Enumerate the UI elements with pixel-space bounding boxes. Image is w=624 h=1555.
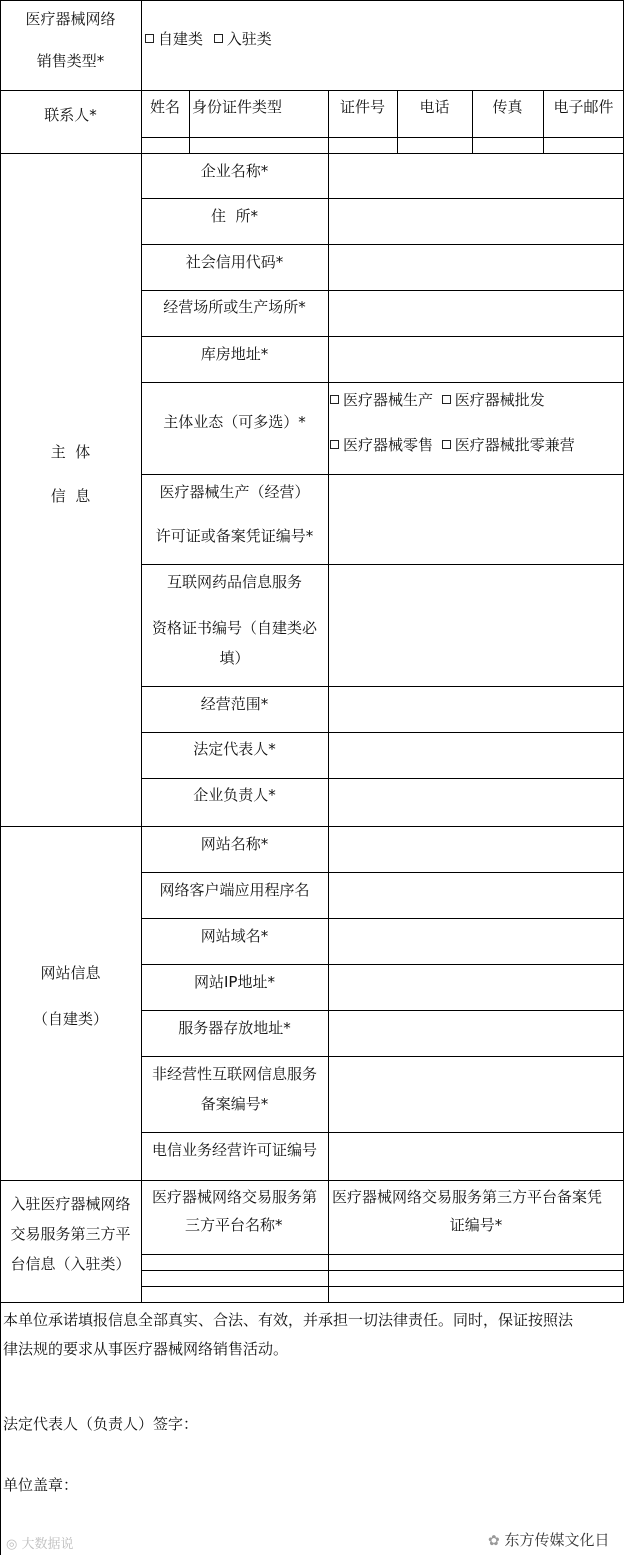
license-label-line1: 医疗器械生产（经营） <box>159 483 310 501</box>
domain-field[interactable] <box>330 920 622 963</box>
icp-label-line2: 备案编号* <box>200 1095 269 1113</box>
domain-label: 网站域名* <box>200 927 269 945</box>
checkbox-wholesale-retail[interactable] <box>442 440 451 449</box>
checkbox-settled[interactable] <box>214 34 223 43</box>
checkbox-retail[interactable] <box>330 440 339 449</box>
site-name-field[interactable] <box>330 828 622 871</box>
server-addr-label: 服务器存放地址* <box>178 1019 291 1037</box>
watermark-right-text: 东方传媒文化日 <box>504 1531 610 1549</box>
business-type-options-row1 <box>330 389 545 411</box>
platform-name-field-3[interactable] <box>142 1287 327 1301</box>
platform-name-header-line1: 医疗器械网络交易服务第 <box>151 1188 317 1206</box>
contact-phone-field[interactable] <box>398 138 471 152</box>
watermark-right <box>488 1529 610 1550</box>
seal-label: 单位盖章： <box>3 1476 79 1494</box>
internet-cert-label-line3: 填） <box>219 649 250 667</box>
contact-name-field[interactable] <box>142 138 188 152</box>
telecom-label: 电信业务经营许可证编号 <box>151 1141 317 1159</box>
contact-fax-field[interactable] <box>473 138 542 152</box>
website-section-line2: （自建类） <box>32 1010 108 1028</box>
premises-field[interactable] <box>330 292 622 335</box>
app-name-field[interactable] <box>330 874 622 917</box>
company-name-label: 企业名称* <box>200 162 269 180</box>
icp-label-line1: 非经营性互联网信息服务 <box>151 1065 317 1083</box>
pledge-line2: 律法规的要求从事医疗器械网络销售活动。 <box>3 1340 289 1358</box>
website-section-line1: 网站信息 <box>40 964 101 982</box>
contact-id-number-field[interactable] <box>329 138 396 152</box>
sales-type-label-line1: 医疗器械网络 <box>25 10 116 28</box>
address-field[interactable] <box>330 200 622 243</box>
legal-rep-field[interactable] <box>330 734 622 777</box>
license-field[interactable] <box>330 476 622 563</box>
company-name-field[interactable] <box>330 155 622 197</box>
sales-type-label-line2: 销售类型* <box>36 52 105 70</box>
wechat-icon: ✿ <box>488 1533 500 1549</box>
telecom-field[interactable] <box>330 1134 622 1179</box>
option-wholesale-label: 医疗器械批发 <box>454 391 545 409</box>
credit-code-field[interactable] <box>330 246 622 289</box>
option-wholesale-retail-label: 医疗器械批零兼营 <box>454 436 575 454</box>
platform-record-field-2[interactable] <box>330 1271 622 1285</box>
sales-type-options <box>145 28 272 50</box>
contact-email-field[interactable] <box>544 138 622 152</box>
checkbox-wholesale[interactable] <box>442 395 451 404</box>
option-retail-label: 医疗器械零售 <box>343 436 434 454</box>
platform-section-line3: 台信息（入驻类） <box>10 1255 131 1273</box>
legal-rep-label: 法定代表人* <box>193 740 276 758</box>
platform-record-header-line2: 证编号* <box>449 1216 503 1234</box>
platform-section-line1: 入驻医疗器械网络 <box>10 1195 131 1213</box>
entity-section-line2: 信 息 <box>50 487 91 505</box>
contact-header-fax: 传真 <box>492 98 523 116</box>
contact-header-email: 电子邮件 <box>553 98 614 116</box>
contact-header-name: 姓名 <box>149 98 180 116</box>
contact-label: 联系人* <box>44 106 97 124</box>
contact-header-id-type: 身份证件类型 <box>192 98 283 116</box>
platform-record-field-1[interactable] <box>330 1255 622 1269</box>
principal-field[interactable] <box>330 780 622 825</box>
platform-record-header-line1: 医疗器械网络交易服务第三方平台备案凭 <box>332 1188 603 1206</box>
contact-header-phone: 电话 <box>419 98 450 116</box>
icp-field[interactable] <box>330 1058 622 1131</box>
pledge-line1: 本单位承诺填报信息全部真实、合法、有效，并承担一切法律责任。同时，保证按照法 <box>3 1311 574 1329</box>
platform-record-field-3[interactable] <box>330 1287 622 1301</box>
option-manufacture-label: 医疗器械生产 <box>343 391 434 409</box>
internet-cert-label-line1: 互联网药品信息服务 <box>166 573 302 591</box>
option-self-built-label: 自建类 <box>158 30 204 48</box>
app-name-label: 网络客户端应用程序名 <box>159 881 310 899</box>
premises-label: 经营场所或生产场所* <box>163 298 306 316</box>
ip-label: 网站IP地址* <box>194 973 275 991</box>
license-label-line2: 许可证或备案凭证编号* <box>155 527 314 545</box>
server-addr-field[interactable] <box>330 1012 622 1055</box>
address-label: 住 所* <box>210 207 259 225</box>
warehouse-label: 库房地址* <box>200 345 269 363</box>
watermark-left <box>6 1533 74 1552</box>
option-settled-label: 入驻类 <box>226 30 272 48</box>
internet-cert-field[interactable] <box>330 566 622 685</box>
scope-field[interactable] <box>330 688 622 731</box>
platform-section-line2: 交易服务第三方平 <box>10 1225 131 1243</box>
credit-code-label: 社会信用代码* <box>185 253 284 271</box>
scope-label: 经营范围* <box>200 695 269 713</box>
business-type-label: 主体业态（可多选）* <box>163 413 306 431</box>
platform-name-field-1[interactable] <box>142 1255 327 1269</box>
checkbox-self-built[interactable] <box>145 34 154 43</box>
weibo-icon: ◎ <box>6 1537 18 1552</box>
internet-cert-label-line2: 资格证书编号（自建类必 <box>151 619 317 637</box>
signature-label: 法定代表人（负责人）签字： <box>3 1415 199 1433</box>
watermark-left-text: 大数据说 <box>21 1537 74 1552</box>
entity-section-line1: 主 体 <box>50 443 91 461</box>
platform-name-header-line2: 三方平台名称* <box>185 1216 283 1234</box>
site-name-label: 网站名称* <box>200 835 269 853</box>
checkbox-manufacture[interactable] <box>330 395 339 404</box>
warehouse-field[interactable] <box>330 338 622 381</box>
contact-header-id-number: 证件号 <box>339 98 385 116</box>
contact-id-type-field[interactable] <box>190 138 327 152</box>
principal-label: 企业负责人* <box>193 786 276 804</box>
ip-field[interactable] <box>330 966 622 1009</box>
business-type-options-row2 <box>330 434 575 456</box>
platform-name-field-2[interactable] <box>142 1271 327 1285</box>
